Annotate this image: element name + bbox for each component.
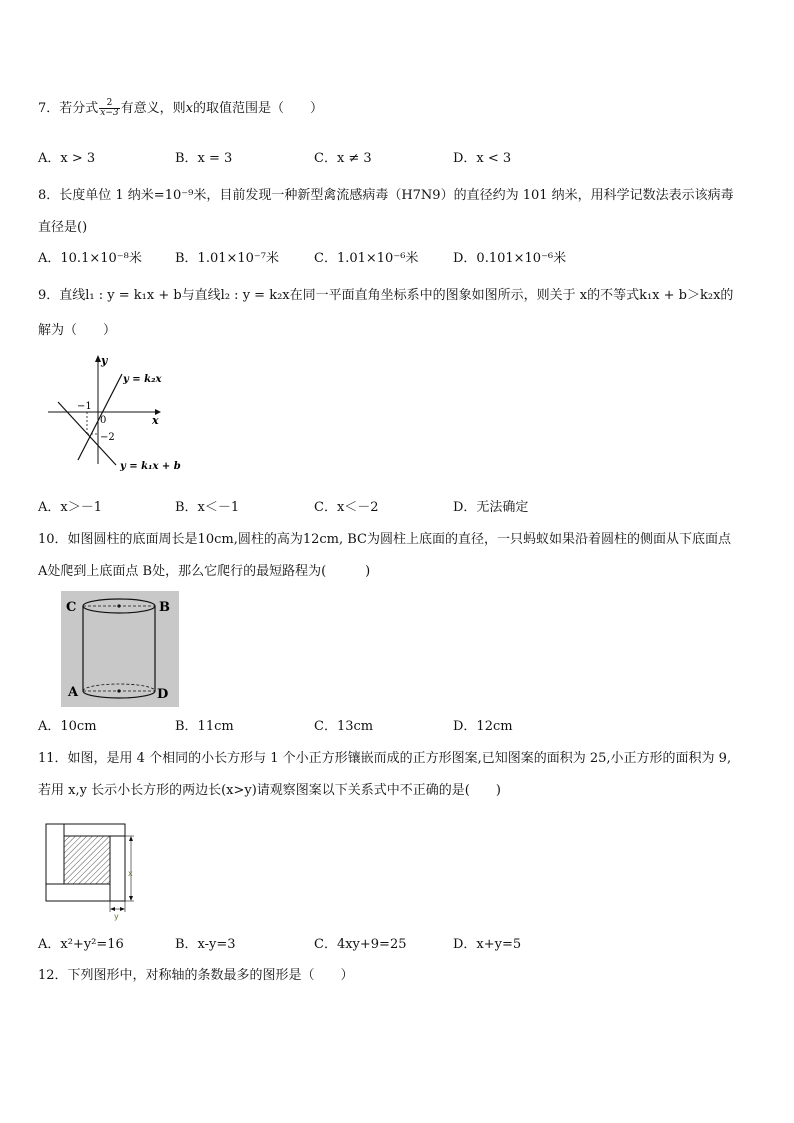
label-zero: 0 bbox=[100, 415, 107, 426]
dim-x-arrow-down-icon bbox=[129, 896, 133, 901]
q7-option-c[interactable]: C．x ≠ 3 bbox=[314, 151, 372, 166]
q11-option-c[interactable]: C．4xy+9=25 bbox=[314, 937, 407, 952]
q7-suffix: 有意义，则 bbox=[120, 101, 186, 116]
label-neg2: −2 bbox=[100, 432, 115, 443]
dim-y-arrow-left-icon bbox=[110, 907, 115, 911]
label-dim-y: y bbox=[114, 912, 119, 921]
q7-suffix2: 的取值范围是（ ） bbox=[192, 101, 323, 116]
q10-option-b[interactable]: B．11cm bbox=[175, 719, 234, 734]
q7-option-b[interactable]: B．x = 3 bbox=[175, 151, 233, 166]
small-square-hatched bbox=[64, 836, 110, 884]
label-a: A bbox=[68, 685, 79, 700]
top-center-dot bbox=[117, 604, 120, 607]
q8-stem-line1: 8．长度单位 1 纳米=10⁻⁹米，目前发现一种新型禽流感病毒（H7N9）的直径约为 101 纳米，用科学记数法表示该病毒 bbox=[38, 188, 734, 203]
q7-frac-num: 2 bbox=[99, 99, 119, 109]
q11-option-d[interactable]: D．x+y=5 bbox=[453, 937, 522, 952]
label-line-k1x-b: y = k₁x + b bbox=[120, 461, 181, 472]
label-dim-x: x bbox=[128, 869, 133, 878]
q9-option-b[interactable]: B．x＜－1 bbox=[175, 500, 240, 515]
q11-option-a[interactable]: A．x²+y²=16 bbox=[38, 937, 124, 952]
label-x: x bbox=[152, 414, 159, 427]
label-line-k2x: y = k₂x bbox=[123, 374, 162, 385]
q11-stem-line1: 11．如图，是用 4 个相同的小长方形与 1 个小正方形镶嵌而成的正方形图案,已知图案的面积为 25,小正方形的面积为 9, bbox=[38, 751, 732, 766]
label-c: C bbox=[66, 600, 77, 615]
q7-prefix: 7．若分式 bbox=[38, 101, 99, 116]
q11-option-b[interactable]: B．x-y=3 bbox=[175, 937, 236, 952]
q9-stem-line1: 9．直线l₁ : y = k₁x + b与直线l₂ : y = k₂x在同一平面直角坐标系中的图象如图所示，则关于 x的不等式k₁x + b＞k₂x的 bbox=[38, 288, 734, 303]
q11-tiling-figure bbox=[44, 822, 154, 922]
q7-option-d[interactable]: D．x < 3 bbox=[453, 151, 512, 166]
q9-graph-figure bbox=[40, 352, 190, 477]
label-y: y bbox=[101, 354, 108, 367]
label-b: B bbox=[159, 600, 170, 615]
q10-option-a[interactable]: A．10cm bbox=[38, 719, 97, 734]
q7-fraction bbox=[99, 99, 119, 118]
dim-y-arrow-right-icon bbox=[120, 907, 125, 911]
q10-stem-line2: A处爬到上底面点 B处，那么它爬行的最短路程为( ) bbox=[38, 564, 371, 579]
q10-cylinder-figure bbox=[61, 591, 179, 707]
dim-x-arrow-up-icon bbox=[129, 836, 133, 841]
q7-frac-den: x−3 bbox=[100, 108, 119, 118]
bottom-center-dot bbox=[117, 689, 120, 692]
q9-option-c[interactable]: C．x＜－2 bbox=[314, 500, 379, 515]
q7-var: x bbox=[185, 101, 193, 116]
label-neg1: −1 bbox=[77, 401, 92, 412]
q7-stem bbox=[38, 99, 323, 118]
q8-option-b[interactable]: B．1.01×10⁻⁷米 bbox=[175, 251, 280, 266]
q8-option-c[interactable]: C．1.01×10⁻⁶米 bbox=[314, 251, 419, 266]
q9-stem-line2: 解为（ ） bbox=[38, 323, 117, 338]
q10-stem-line1: 10．如图圆柱的底面周长是10cm,圆柱的高为12cm, BC为圆柱上底面的直径，一只蚂蚁如果沿着圆柱的侧面从下底面点 bbox=[38, 532, 731, 547]
q8-stem-line2: 直径是() bbox=[38, 220, 88, 235]
q10-option-d[interactable]: D．12cm bbox=[453, 719, 513, 734]
q7-option-a[interactable]: A．x > 3 bbox=[38, 151, 96, 166]
label-d: D bbox=[157, 687, 169, 702]
q11-stem-line2: 若用 x,y 长示小长方形的两边长(x>y)请观察图案以下关系式中不正确的是( ) bbox=[38, 783, 501, 798]
q8-option-d[interactable]: D．0.101×10⁻⁶米 bbox=[453, 251, 567, 266]
q9-option-a[interactable]: A．x＞－1 bbox=[38, 500, 102, 515]
q9-option-d[interactable]: D．无法确定 bbox=[453, 500, 529, 515]
q12-stem: 12．下列图形中，对称轴的条数最多的图形是（ ） bbox=[38, 968, 354, 983]
q8-option-a[interactable]: A．10.1×10⁻⁸米 bbox=[38, 251, 142, 266]
q10-option-c[interactable]: C．13cm bbox=[314, 719, 374, 734]
